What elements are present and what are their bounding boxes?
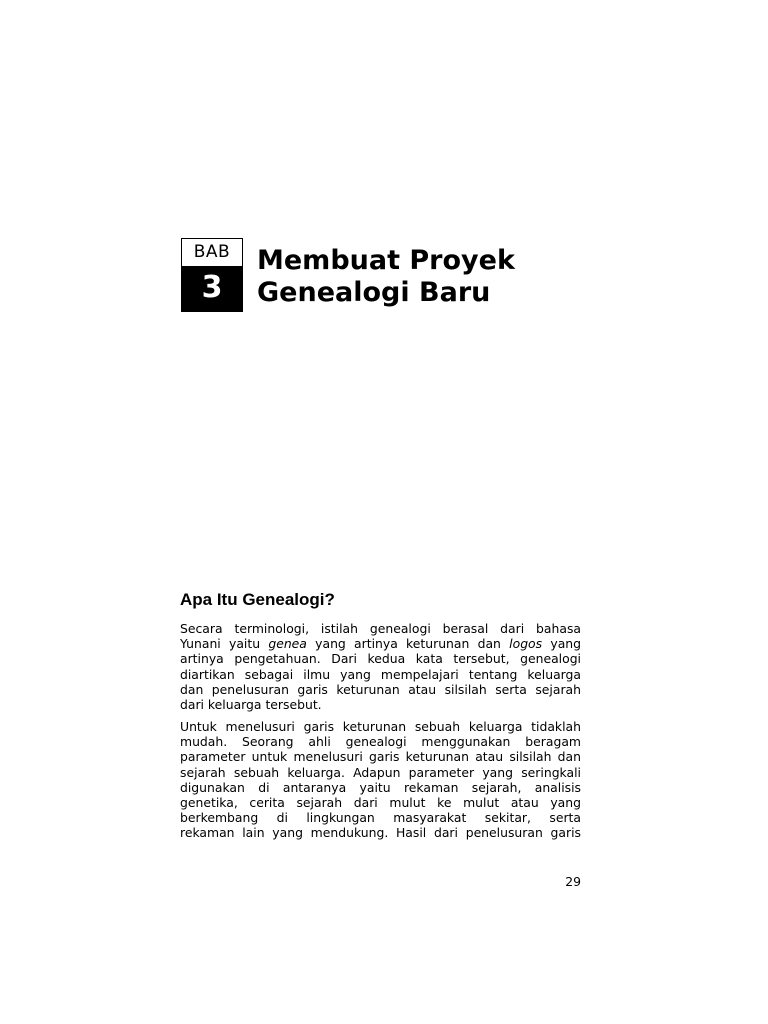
text-run: dan penelusuran garis keturunan atau silsilah serta sejarah	[180, 681, 581, 697]
paragraph-line: sejarah sebuah keluarga. Adapun parameter yang seringkali	[180, 764, 581, 780]
paragraph-line: genetika, cerita sejarah dari mulut ke mulut atau yang	[180, 794, 581, 810]
paragraph-line	[180, 621, 581, 636]
chapter-title-line-2: Genealogi Baru	[257, 277, 491, 308]
body-paragraph-2	[180, 719, 581, 841]
chapter-badge-label: BAB	[193, 242, 231, 262]
paragraph-line	[180, 682, 581, 697]
italic-term-logos: logos	[509, 636, 543, 652]
paragraph-line	[180, 636, 581, 651]
italic-term-genea: genea	[268, 636, 307, 652]
body-paragraph-1	[180, 621, 581, 712]
text-run: artinya pengetahuan. Dari kedua kata tersebut, genealogi	[180, 651, 581, 667]
paragraph-line	[180, 651, 581, 666]
chapter-title	[257, 245, 617, 309]
text-run: yang	[542, 636, 582, 652]
paragraph-line	[180, 697, 581, 712]
text-run: Yunani yaitu	[180, 636, 269, 652]
chapter-badge	[181, 238, 243, 312]
chapter-number: 3	[201, 270, 223, 305]
text-run: dari keluarga tersebut.	[180, 696, 322, 712]
paragraph-line: mudah. Seorang ahli genealogi menggunakan beragam	[180, 734, 581, 750]
paragraph-line: parameter untuk menelusuri garis keturunan atau silsilah dan	[180, 749, 581, 765]
paragraph-line	[180, 667, 581, 682]
text-run: yang artinya keturunan dan	[306, 636, 510, 652]
paragraph-line: digunakan di antaranya yaitu rekaman sejarah, analisis	[180, 779, 581, 795]
chapter-title-line-1: Membuat Proyek	[257, 245, 515, 276]
chapter-number-box	[182, 266, 242, 312]
paragraph-line: berkembang di lingkungan masyarakat sekitar, serta	[180, 810, 581, 826]
text-run: Secara terminologi, istilah genealogi berasal dari bahasa	[180, 621, 581, 636]
text-run: diartikan sebagai ilmu yang mempelajari tentang keluarga	[180, 666, 581, 682]
paragraph-line: Untuk menelusuri garis keturunan sebuah keluarga tidaklah	[180, 719, 581, 734]
section-heading: Apa Itu Genealogi?	[180, 590, 335, 609]
page-number: 29	[565, 874, 581, 889]
paragraph-line: rekaman lain yang mendukung. Hasil dari penelusuran garis	[180, 825, 581, 841]
